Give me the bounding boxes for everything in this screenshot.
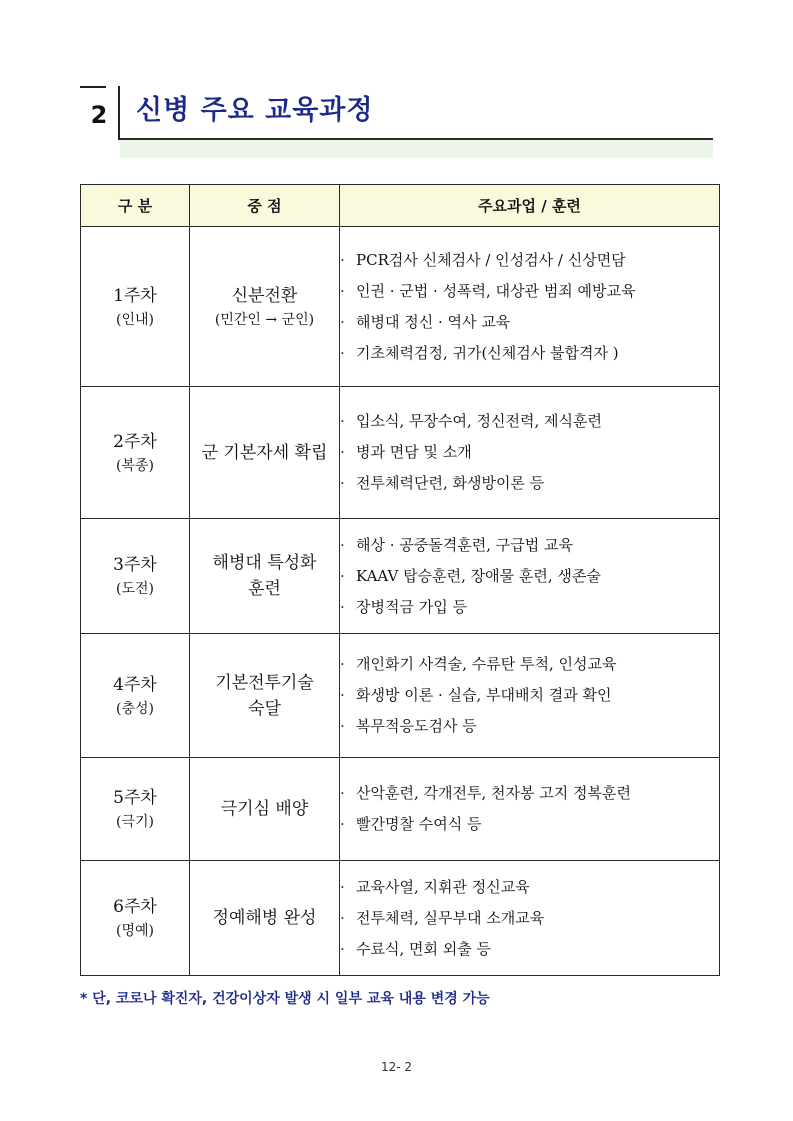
week-cell — [81, 758, 190, 861]
table-row — [81, 861, 720, 976]
list-item: · 전투체력단련, 화생방이론 등 — [340, 468, 719, 499]
table-row — [81, 519, 720, 634]
week-label: 1주차 — [113, 285, 157, 306]
list-item: · 복무적응도검사 등 — [340, 711, 719, 742]
list-item: · 병과 면담 및 소개 — [340, 437, 719, 468]
title-band — [120, 140, 713, 158]
courses-cell — [340, 519, 720, 634]
week-label: 4주차 — [113, 674, 157, 695]
week-cell — [81, 387, 190, 519]
list-item: · 교육사열, 지휘관 정신교육 — [340, 872, 719, 903]
focus-text-line1: 기본전투기술 — [215, 672, 314, 693]
courses-cell — [340, 634, 720, 758]
focus-text: 신분전환 — [231, 285, 298, 306]
list-item: · PCR검사 신체검사 / 인성검사 / 신상면담 — [340, 245, 719, 276]
list-item: · 인권 · 군법 · 성폭력, 대상관 범죄 예방교육 — [340, 276, 719, 307]
focus-text-line1: 해병대 특성화 — [212, 553, 317, 573]
focus-subtext: (민간인 → 군인) — [214, 311, 315, 328]
week-theme: (극기) — [116, 814, 154, 830]
header-focus: 중 점 — [190, 185, 340, 227]
list-item: · 수료식, 면회 외출 등 — [340, 934, 719, 965]
focus-text-line2: 숙달 — [248, 698, 281, 719]
list-item: · 산악훈련, 각개전투, 천자봉 고지 정복훈련 — [340, 778, 719, 809]
week-label: 6주차 — [113, 897, 157, 917]
table-row — [81, 634, 720, 758]
focus-text: 군 기본자세 확립 — [201, 442, 328, 463]
focus-cell — [190, 758, 340, 861]
focus-cell — [190, 634, 340, 758]
list-item: · 화생방 이론 · 실습, 부대배치 결과 확인 — [340, 680, 719, 711]
courses-cell — [340, 387, 720, 519]
list-item: · KAAV 탑승훈련, 장애물 훈련, 생존술 — [340, 561, 719, 592]
table-row — [81, 227, 720, 387]
focus-text: 극기심 배양 — [220, 799, 309, 819]
table-row — [81, 758, 720, 861]
list-item: · 해병대 정신 · 역사 교육 — [340, 307, 719, 338]
section-number: 2 — [80, 86, 120, 140]
list-item: · 전투체력, 실무부대 소개교육 — [340, 903, 719, 934]
focus-cell — [190, 227, 340, 387]
courses-cell — [340, 758, 720, 861]
courses-cell — [340, 227, 720, 387]
week-cell — [81, 634, 190, 758]
header-division: 구 분 — [81, 185, 190, 227]
focus-cell — [190, 519, 340, 634]
list-item: · 개인화기 사격술, 수류탄 투척, 인성교육 — [340, 649, 719, 680]
week-cell — [81, 227, 190, 387]
week-label: 2주차 — [113, 431, 157, 452]
header-courses: 주요과업 / 훈련 — [340, 185, 720, 227]
focus-text: 정예해병 완성 — [212, 908, 317, 928]
week-theme: (명예) — [116, 923, 154, 939]
list-item: · 기초체력검정, 귀가(신체검사 불합격자 ) — [340, 338, 719, 369]
list-item: · 빨간명찰 수여식 등 — [340, 809, 719, 840]
courses-cell — [340, 861, 720, 976]
week-theme: (도전) — [116, 581, 154, 597]
list-item: · 장병적금 가입 등 — [340, 592, 719, 623]
list-item: · 해상 · 공중돌격훈련, 구급법 교육 — [340, 530, 719, 561]
focus-cell — [190, 861, 340, 976]
footnote: * 단, 코로나 확진자, 건강이상자 발생 시 일부 교육 내용 변경 가능 — [80, 991, 490, 1007]
page-number: 12- 2 — [380, 1060, 413, 1074]
week-label: 3주차 — [113, 555, 157, 575]
table-header-row — [81, 185, 720, 227]
focus-cell — [190, 387, 340, 519]
week-theme: (복종) — [116, 457, 154, 474]
focus-text-line2: 훈련 — [248, 579, 281, 599]
week-label: 5주차 — [113, 788, 157, 808]
list-item: · 입소식, 무장수여, 정신전력, 제식훈련 — [340, 406, 719, 437]
table-row — [81, 387, 720, 519]
week-theme: (인내) — [116, 311, 154, 328]
week-cell — [81, 519, 190, 634]
section-title: 신병 주요 교육과정 — [136, 95, 374, 126]
week-cell — [81, 861, 190, 976]
curriculum-table — [80, 184, 720, 976]
week-theme: (충성) — [116, 700, 154, 717]
